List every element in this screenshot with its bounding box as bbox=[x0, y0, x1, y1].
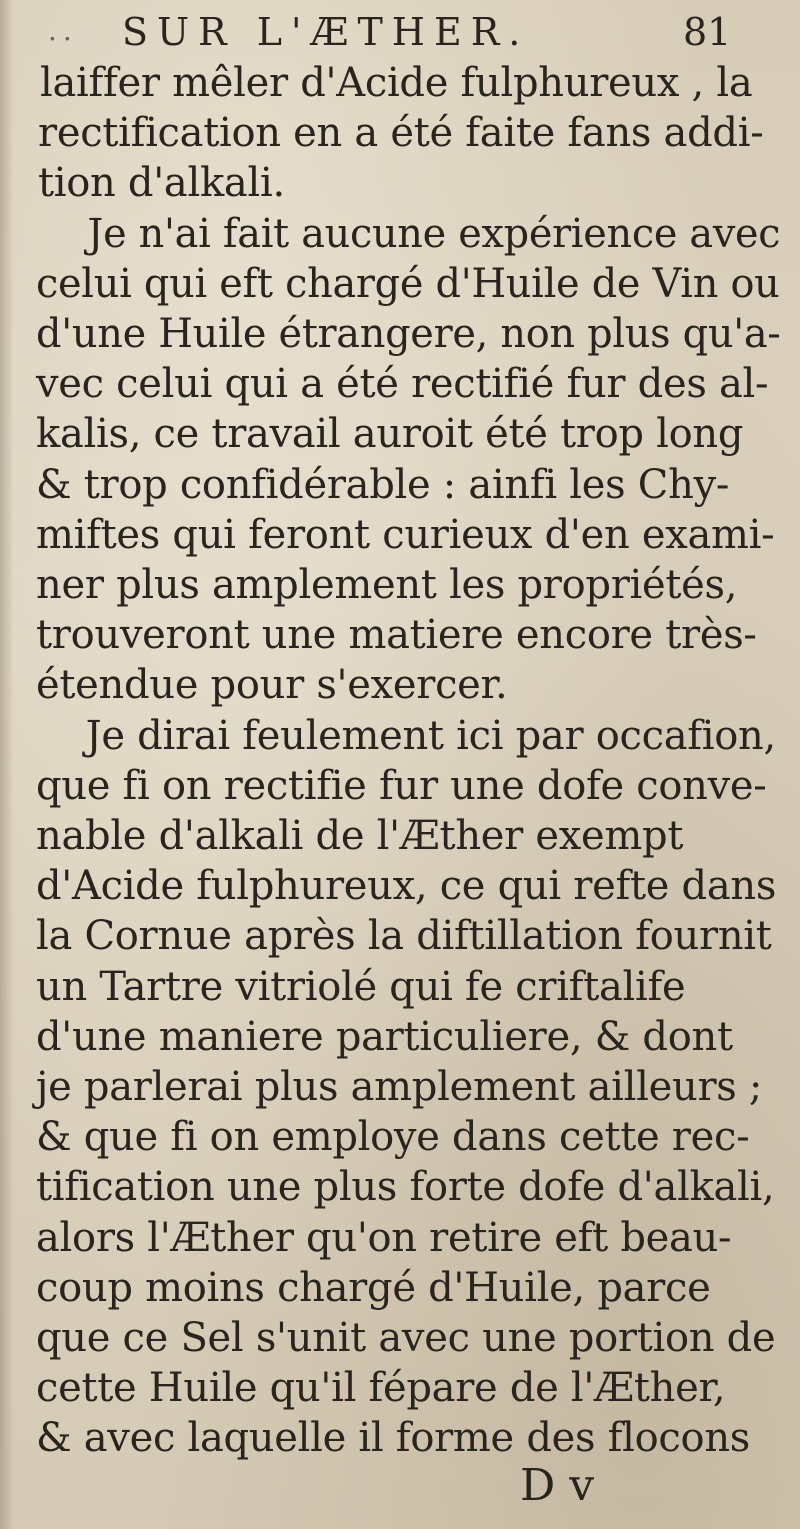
text-line: je parlerai plus amplement ailleurs ; bbox=[36, 1064, 763, 1110]
text-line: d'Acide fulphureux, ce qui refte dans bbox=[36, 863, 777, 910]
text-line: vec celui qui a été rectifié fur des al- bbox=[36, 361, 769, 408]
text-line: Je n'ai fait aucune expérience avec bbox=[38, 210, 781, 257]
text-line: & que fi on employe dans cette rec- bbox=[36, 1114, 750, 1161]
text-line: rectification en a été faite fans addi- bbox=[38, 110, 764, 157]
text-line: tion d'alkali. bbox=[38, 160, 285, 207]
text-line: Je dirai feulement ici par occafion, bbox=[36, 712, 776, 759]
text-line: trouveront une matiere encore très- bbox=[36, 612, 757, 659]
running-title: SUR L'ÆTHER. bbox=[122, 10, 530, 54]
text-line: d'une maniere particuliere, & dont bbox=[36, 1013, 733, 1060]
catchword: D v bbox=[520, 1459, 595, 1511]
text-line: miftes qui feront curieux d'en exami- bbox=[36, 511, 775, 558]
header-ornament: .. bbox=[48, 14, 78, 47]
text-line: coup moins chargé d'Huile, parce bbox=[36, 1264, 711, 1311]
text-line: que ce Sel s'unit avec une portion de bbox=[36, 1315, 776, 1361]
text-line: ner plus amplement les propriétés, bbox=[36, 562, 738, 608]
text-line: un Tartre vitriolé qui fe criftalife bbox=[36, 963, 686, 1010]
running-header bbox=[0, 4, 800, 56]
text-line: tification une plus forte dofe d'alkali, bbox=[36, 1164, 775, 1211]
text-line: d'une Huile étrangere, non plus qu'a- bbox=[36, 311, 781, 357]
text-line: & trop confidérable : ainfi les Chy- bbox=[36, 461, 730, 508]
text-line: cette Huile qu'il fépare de l'Æther, bbox=[36, 1365, 726, 1412]
page-gutter-shadow bbox=[0, 0, 14, 1529]
text-line: & avec laquelle il forme des flocons bbox=[36, 1415, 751, 1462]
text-line: étendue pour s'exercer. bbox=[36, 662, 508, 709]
page-number: 81 bbox=[683, 10, 732, 54]
text-line: que fi on rectifie fur une dofe conve- bbox=[36, 762, 767, 809]
text-line: la Cornue après la diftillation fournit bbox=[36, 913, 772, 960]
text-line: nable d'alkali de l'Æther exempt bbox=[36, 813, 684, 859]
text-line: alors l'Æther qu'on retire eft beau- bbox=[36, 1214, 732, 1261]
text-line: celui qui eft chargé d'Huile de Vin ou bbox=[36, 260, 780, 307]
text-line: kalis, ce travail auroit été trop long bbox=[36, 411, 744, 458]
text-line: laiffer mêler d'Acide fulphureux , la bbox=[40, 60, 753, 106]
